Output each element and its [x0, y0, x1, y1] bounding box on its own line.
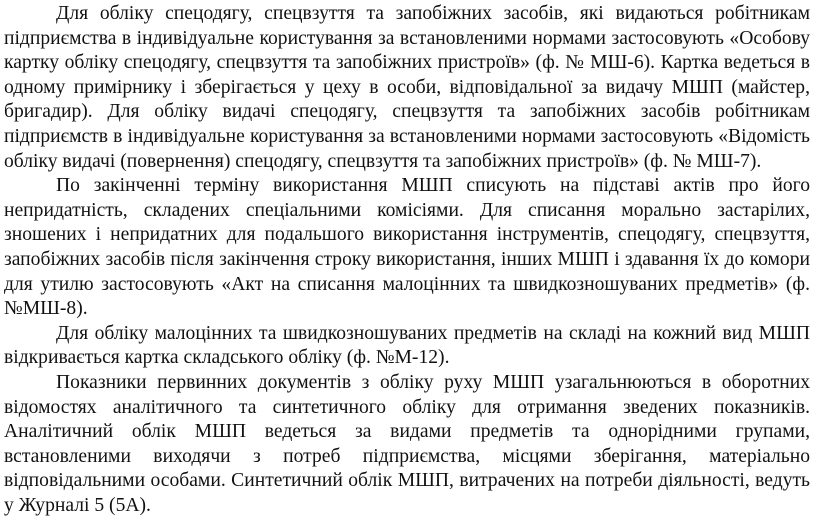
paragraph-forms-ms6-ms7: Для обліку спецодягу, спецвзуття та запобіжних засобів, які видаються робітникам підприємства в індивідуальне користування за встановленими нормами застосовують «Особову картку обліку спецодягу, спецвзуття та запобіжних пристроїв» (ф. № МШ-6). Картка ведеться в одному примірнику і зберігається у цеху в особи, відповідальної за видачу МШП (майстер, бригадир). Для обліку видачі спецодягу, спецвзуття та запобіжних засобів робітникам підприємств в індивідуальне користування за встановленими нормами застосовують «Відомість обліку видачі (повернення) спецодягу, спецвзуття та запобіжних пристроїв» (ф. № МШ-7). [4, 3, 810, 172]
paragraph-write-off-ms8: По закінченні терміну використання МШП списують на підставі актів про його непридатність, складених спеціальними комісіями. Для списання морально застарілих, зношених і непридатних для подальшого використання інструментів, спецодягу, спецвзуття, запобіжних засобів після закінчення строку використання, інших МШП і здавання їх до комори для утилю застосовують «Акт на списання малоцінних та швидкозношуваних предметів» (ф. №МШ-8). [4, 175, 810, 320]
paragraph-warehouse-card-m12: Для обліку малоцінних та швидкозношуваних предметів на складі на кожний вид МШП відкривається картка складського обліку (ф. №М-12). [4, 322, 810, 369]
paragraph-analytical-synthetic-accounting: Показники первинних документів з обліку руху МШП узагальнюються в оборотних відомостях аналітичного та синтетичного обліку для отримання зведених показників. Аналітичний облік МШП ведеться за видами предметів та однорідними групами, встановленими виходячи з потреб підприємства, місцями зберігання, матеріально відповідальними особами. Синтетичний облік МШП, витрачених на потреби діяльності, ведуть у Журналі 5 (5А). [4, 371, 810, 516]
